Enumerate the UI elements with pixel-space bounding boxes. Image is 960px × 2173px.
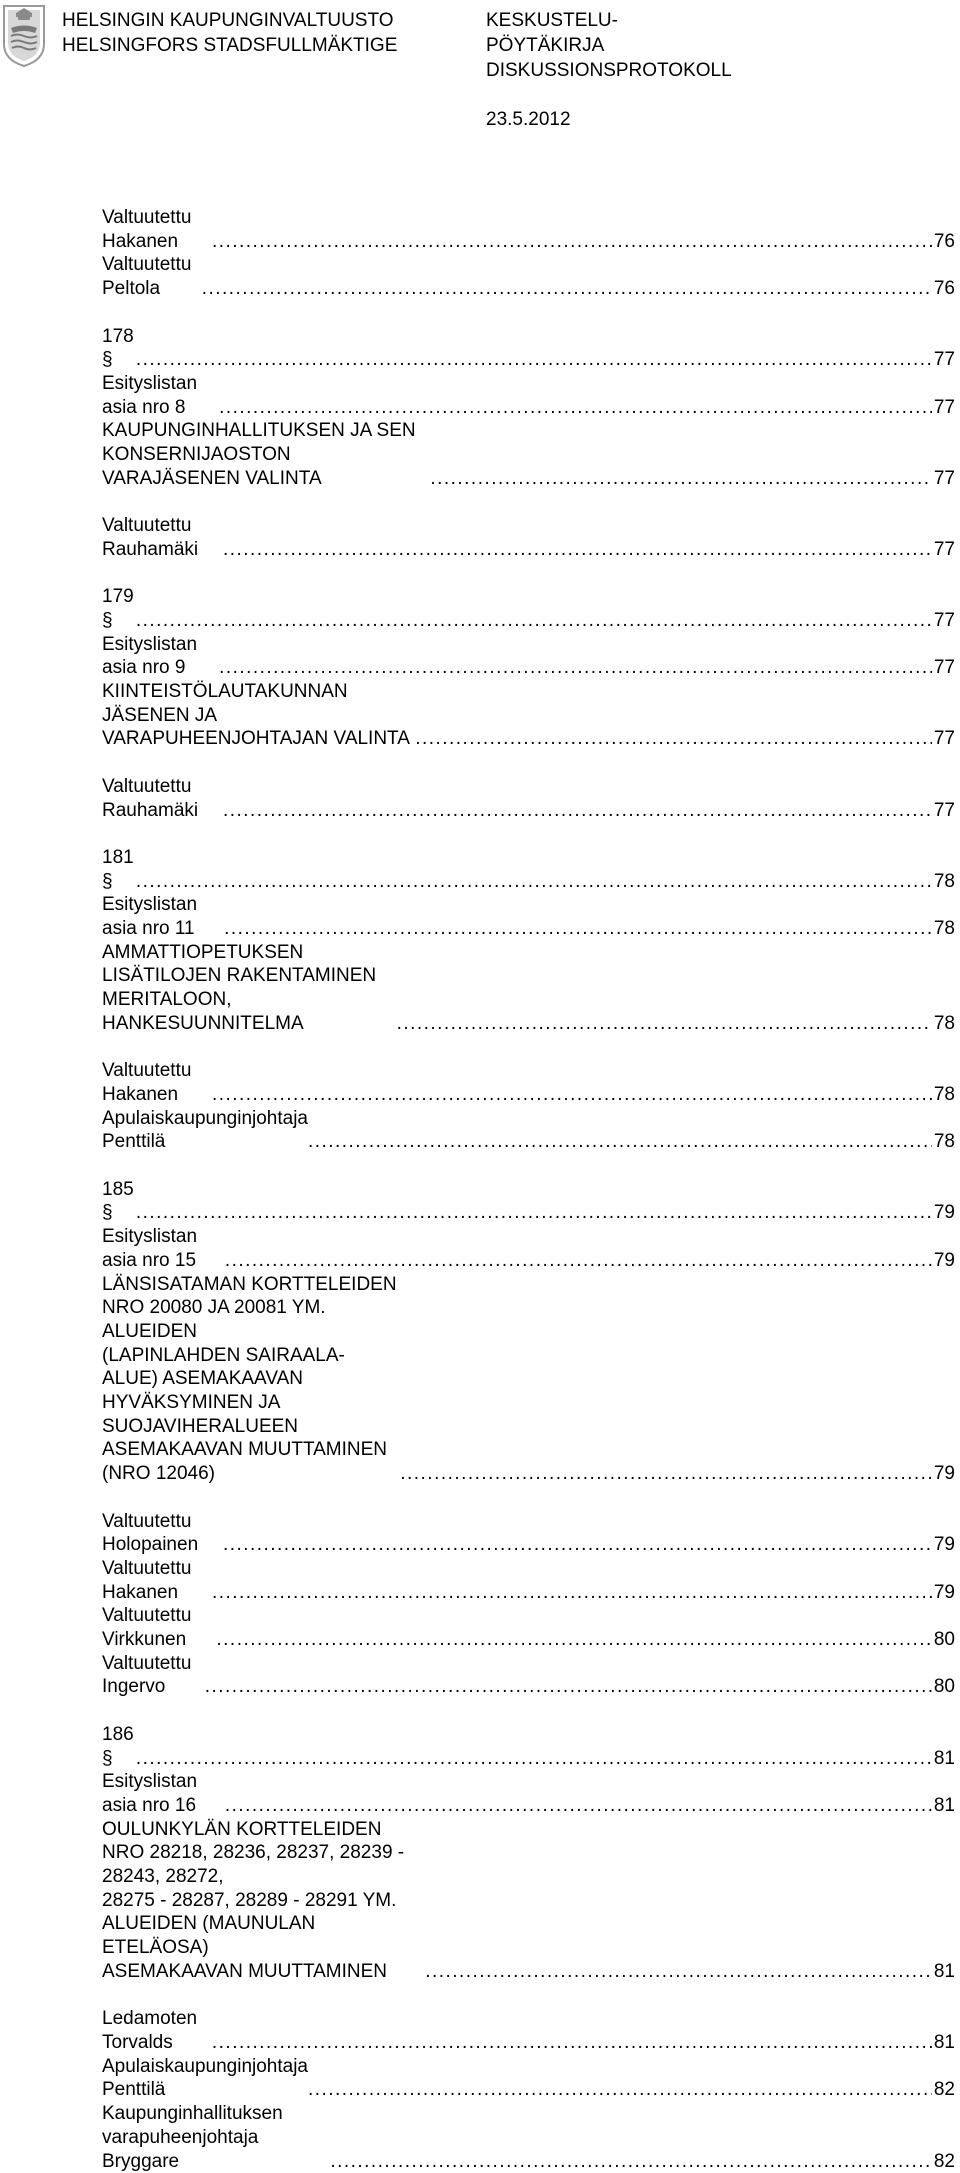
toc-entry[interactable] xyxy=(102,206,955,253)
toc-page-number: 77 xyxy=(932,538,955,562)
toc-entry[interactable] xyxy=(102,1178,955,1225)
toc-entry[interactable] xyxy=(102,1818,955,1984)
toc-entry-title-line: Valtuutettu Holopainen xyxy=(102,1510,223,1557)
toc-entry-title xyxy=(102,775,223,822)
toc-entry-title xyxy=(102,1723,136,1770)
toc-entry[interactable] xyxy=(102,2007,955,2054)
toc-entry-title xyxy=(102,1059,212,1106)
toc-entry[interactable] xyxy=(102,514,955,561)
document-type-line-2: PÖYTÄKIRJA xyxy=(486,33,604,58)
dot-leader xyxy=(415,727,932,751)
toc-entry-title-line: LÄNSISATAMAN KORTTELEIDEN NRO 20080 JA 20081 YM. ALUEIDEN xyxy=(102,1273,400,1344)
toc-page-number: 81 xyxy=(932,1960,955,1984)
toc-entry[interactable] xyxy=(102,585,955,632)
toc-page-number: 77 xyxy=(932,348,955,372)
toc-entry-title-line: ASEMAKAAVAN MUUTTAMINEN xyxy=(102,1960,425,1984)
toc-page-number: 79 xyxy=(932,1533,955,1557)
toc-entry[interactable] xyxy=(102,372,955,419)
toc-entry-title-line: Valtuutettu Hakanen xyxy=(102,206,212,253)
toc-page-number: 78 xyxy=(932,917,955,941)
toc-entry[interactable] xyxy=(102,1273,955,1486)
toc-entry-title-line: OULUNKYLÄN KORTTELEIDEN NRO 28218, 28236, 28237, 28239 - 28243, 28272, xyxy=(102,1818,425,1889)
toc-entry-title xyxy=(102,2007,212,2054)
toc-entry-title xyxy=(102,846,136,893)
dot-leader xyxy=(223,799,932,823)
toc-entry[interactable] xyxy=(102,1604,955,1651)
dot-leader xyxy=(219,656,932,680)
toc-entry-title xyxy=(102,1107,308,1154)
toc-entry[interactable] xyxy=(102,419,955,490)
dot-leader xyxy=(225,1794,932,1818)
toc-entry-title-line: 181 § xyxy=(102,846,136,893)
toc-page-number: 77 xyxy=(932,396,955,420)
dot-leader xyxy=(425,1960,932,1984)
toc-entry-title-line: 185 § xyxy=(102,1178,136,1225)
toc-entry[interactable] xyxy=(102,775,955,822)
dot-leader xyxy=(212,230,932,254)
toc-entry-title-line: Esityslistan asia nro 9 xyxy=(102,633,219,680)
dot-leader xyxy=(216,1628,931,1652)
document-date: 23.5.2012 xyxy=(486,107,571,132)
helsinki-crest-logo xyxy=(2,4,46,68)
toc-entry[interactable] xyxy=(102,2102,955,2173)
toc-entry-title xyxy=(102,633,219,680)
toc-entry-title xyxy=(102,585,136,632)
toc-page-number: 79 xyxy=(932,1462,955,1486)
toc-entry-title xyxy=(102,514,223,561)
toc-page-number: 81 xyxy=(932,2031,955,2055)
toc-entry[interactable] xyxy=(102,1510,955,1557)
toc-entry-title-line: 28275 - 28287, 28289 - 28291 YM. ALUEIDEN (MAUNULAN ETELÄOSA) xyxy=(102,1889,425,1960)
toc-entry[interactable] xyxy=(102,893,955,940)
document-type-line-1: KESKUSTELU- xyxy=(486,8,618,33)
toc-entry-title-line: Ledamoten Torvalds xyxy=(102,2007,212,2054)
toc-page-number: 82 xyxy=(932,2078,955,2102)
toc-entry-title xyxy=(102,1225,225,1272)
table-of-contents xyxy=(102,206,955,2173)
toc-entry-title-line: Valtuutettu Peltola xyxy=(102,253,202,300)
dot-leader xyxy=(136,609,932,633)
toc-entry-title xyxy=(102,419,430,490)
dot-leader xyxy=(430,467,931,491)
toc-entry-title-line: 178 § xyxy=(102,325,136,372)
toc-page-number: 79 xyxy=(932,1249,955,1273)
dot-leader xyxy=(136,1201,932,1225)
toc-entry-title xyxy=(102,325,136,372)
toc-entry-title-line: KAUPUNGINHALLITUKSEN JA SEN KONSERNIJAOSTON VARAJÄSENEN VALINTA xyxy=(102,419,430,490)
toc-entry[interactable] xyxy=(102,846,955,893)
dot-leader xyxy=(397,1012,932,1036)
toc-entry-title-line: Apulaiskaupunginjohtaja Penttilä xyxy=(102,1107,308,1154)
toc-entry-title-line: Valtuutettu Rauhamäki xyxy=(102,775,223,822)
toc-entry-title xyxy=(102,253,202,300)
toc-page-number: 81 xyxy=(932,1747,955,1771)
toc-page-number: 76 xyxy=(932,230,955,254)
toc-page-number: 78 xyxy=(932,870,955,894)
document-header xyxy=(0,0,960,140)
dot-leader xyxy=(400,1462,932,1486)
toc-entry[interactable] xyxy=(102,1225,955,1272)
dot-leader xyxy=(136,1747,932,1771)
document-type-line-3: DISKUSSIONSPROTOKOLL xyxy=(486,58,732,83)
dot-leader xyxy=(330,2150,931,2173)
toc-entry-title xyxy=(102,1770,225,1817)
toc-entry-title xyxy=(102,206,212,253)
toc-entry-title-line: Valtuutettu Virkkunen xyxy=(102,1604,216,1651)
toc-entry-title xyxy=(102,2055,308,2102)
toc-entry-title-line: AMMATTIOPETUKSEN LISÄTILOJEN RAKENTAMINEN MERITALOON, xyxy=(102,941,397,1012)
toc-entry-title-line: Valtuutettu Ingervo xyxy=(102,1652,205,1699)
toc-page-number: 77 xyxy=(932,727,955,751)
toc-entry-title-line: KIINTEISTÖLAUTAKUNNAN JÄSENEN JA VARAPUHEENJOHTAJAN VALINTA xyxy=(102,680,415,751)
toc-entry[interactable] xyxy=(102,1652,955,1699)
toc-page-number: 77 xyxy=(932,609,955,633)
toc-entry-title-line: Esityslistan asia nro 16 xyxy=(102,1770,225,1817)
toc-page-number: 79 xyxy=(932,1201,955,1225)
dot-leader xyxy=(202,277,932,301)
toc-entry-title-line: Esityslistan asia nro 11 xyxy=(102,893,224,940)
toc-page-number: 81 xyxy=(932,1794,955,1818)
dot-leader xyxy=(308,1130,932,1154)
toc-page-number: 78 xyxy=(932,1012,955,1036)
toc-page-number: 82 xyxy=(932,2150,955,2173)
toc-entry-title-line: Esityslistan asia nro 15 xyxy=(102,1225,225,1272)
organization-name-finnish: HELSINGIN KAUPUNGINVALTUUSTO xyxy=(62,8,394,33)
toc-entry-title xyxy=(102,2102,330,2173)
dot-leader xyxy=(308,2078,932,2102)
toc-entry[interactable] xyxy=(102,325,955,372)
toc-entry[interactable] xyxy=(102,1107,955,1154)
dot-leader xyxy=(223,538,932,562)
dot-leader xyxy=(205,1675,932,1699)
toc-page-number: 80 xyxy=(932,1628,955,1652)
dot-leader xyxy=(224,917,932,941)
toc-page-number: 80 xyxy=(932,1675,955,1699)
toc-entry-title xyxy=(102,1652,205,1699)
toc-entry-title-line: SUOJAVIHERALUEEN ASEMAKAAVAN MUUTTAMINEN (NRO 12046) xyxy=(102,1415,400,1486)
toc-page-number: 79 xyxy=(932,1581,955,1605)
dot-leader xyxy=(223,1533,932,1557)
toc-entry-title xyxy=(102,1273,400,1486)
toc-entry[interactable] xyxy=(102,1723,955,1770)
toc-entry-title-line: Valtuutettu Hakanen xyxy=(102,1059,212,1106)
toc-entry[interactable] xyxy=(102,941,955,1036)
toc-entry[interactable] xyxy=(102,1770,955,1817)
toc-entry[interactable] xyxy=(102,1557,955,1604)
dot-leader xyxy=(212,1083,932,1107)
toc-page-number: 78 xyxy=(932,1083,955,1107)
toc-page-number: 77 xyxy=(932,799,955,823)
organization-name-swedish: HELSINGFORS STADSFULLMÄKTIGE xyxy=(62,33,397,58)
toc-entry-title xyxy=(102,372,219,419)
toc-entry-title xyxy=(102,941,397,1036)
dot-leader xyxy=(212,1581,932,1605)
toc-entry-title xyxy=(102,1818,425,1984)
dot-leader xyxy=(219,396,932,420)
toc-entry[interactable] xyxy=(102,253,955,300)
dot-leader xyxy=(136,348,932,372)
dot-leader xyxy=(225,1249,932,1273)
toc-entry[interactable] xyxy=(102,633,955,680)
toc-entry-title-line: 179 § xyxy=(102,585,136,632)
toc-entry-title-line: Kaupunginhallituksen varapuheenjohtaja Bryggare xyxy=(102,2102,330,2173)
toc-entry-title-line: Valtuutettu Rauhamäki xyxy=(102,514,223,561)
toc-entry-title-line: Apulaiskaupunginjohtaja Penttilä xyxy=(102,2055,308,2102)
toc-entry-title xyxy=(102,1604,216,1651)
toc-entry-title xyxy=(102,1178,136,1225)
toc-page-number: 77 xyxy=(932,467,955,491)
toc-entry[interactable] xyxy=(102,680,955,751)
toc-entry-title xyxy=(102,1557,212,1604)
toc-entry-title-line: Valtuutettu Hakanen xyxy=(102,1557,212,1604)
toc-entry-title-line: HANKESUUNNITELMA xyxy=(102,1012,397,1036)
toc-entry-title xyxy=(102,893,224,940)
toc-entry-title-line: (LAPINLAHDEN SAIRAALA-ALUE) ASEMAKAAVAN HYVÄKSYMINEN JA xyxy=(102,1344,400,1415)
toc-entry-title xyxy=(102,1510,223,1557)
dot-leader xyxy=(212,2031,932,2055)
toc-page-number: 78 xyxy=(932,1130,955,1154)
toc-entry-title xyxy=(102,680,415,751)
toc-entry-title-line: Esityslistan asia nro 8 xyxy=(102,372,219,419)
toc-page-number: 76 xyxy=(932,277,955,301)
toc-page-number: 77 xyxy=(932,656,955,680)
toc-entry-title-line: 186 § xyxy=(102,1723,136,1770)
toc-entry[interactable] xyxy=(102,2055,955,2102)
dot-leader xyxy=(136,870,932,894)
toc-entry[interactable] xyxy=(102,1059,955,1106)
